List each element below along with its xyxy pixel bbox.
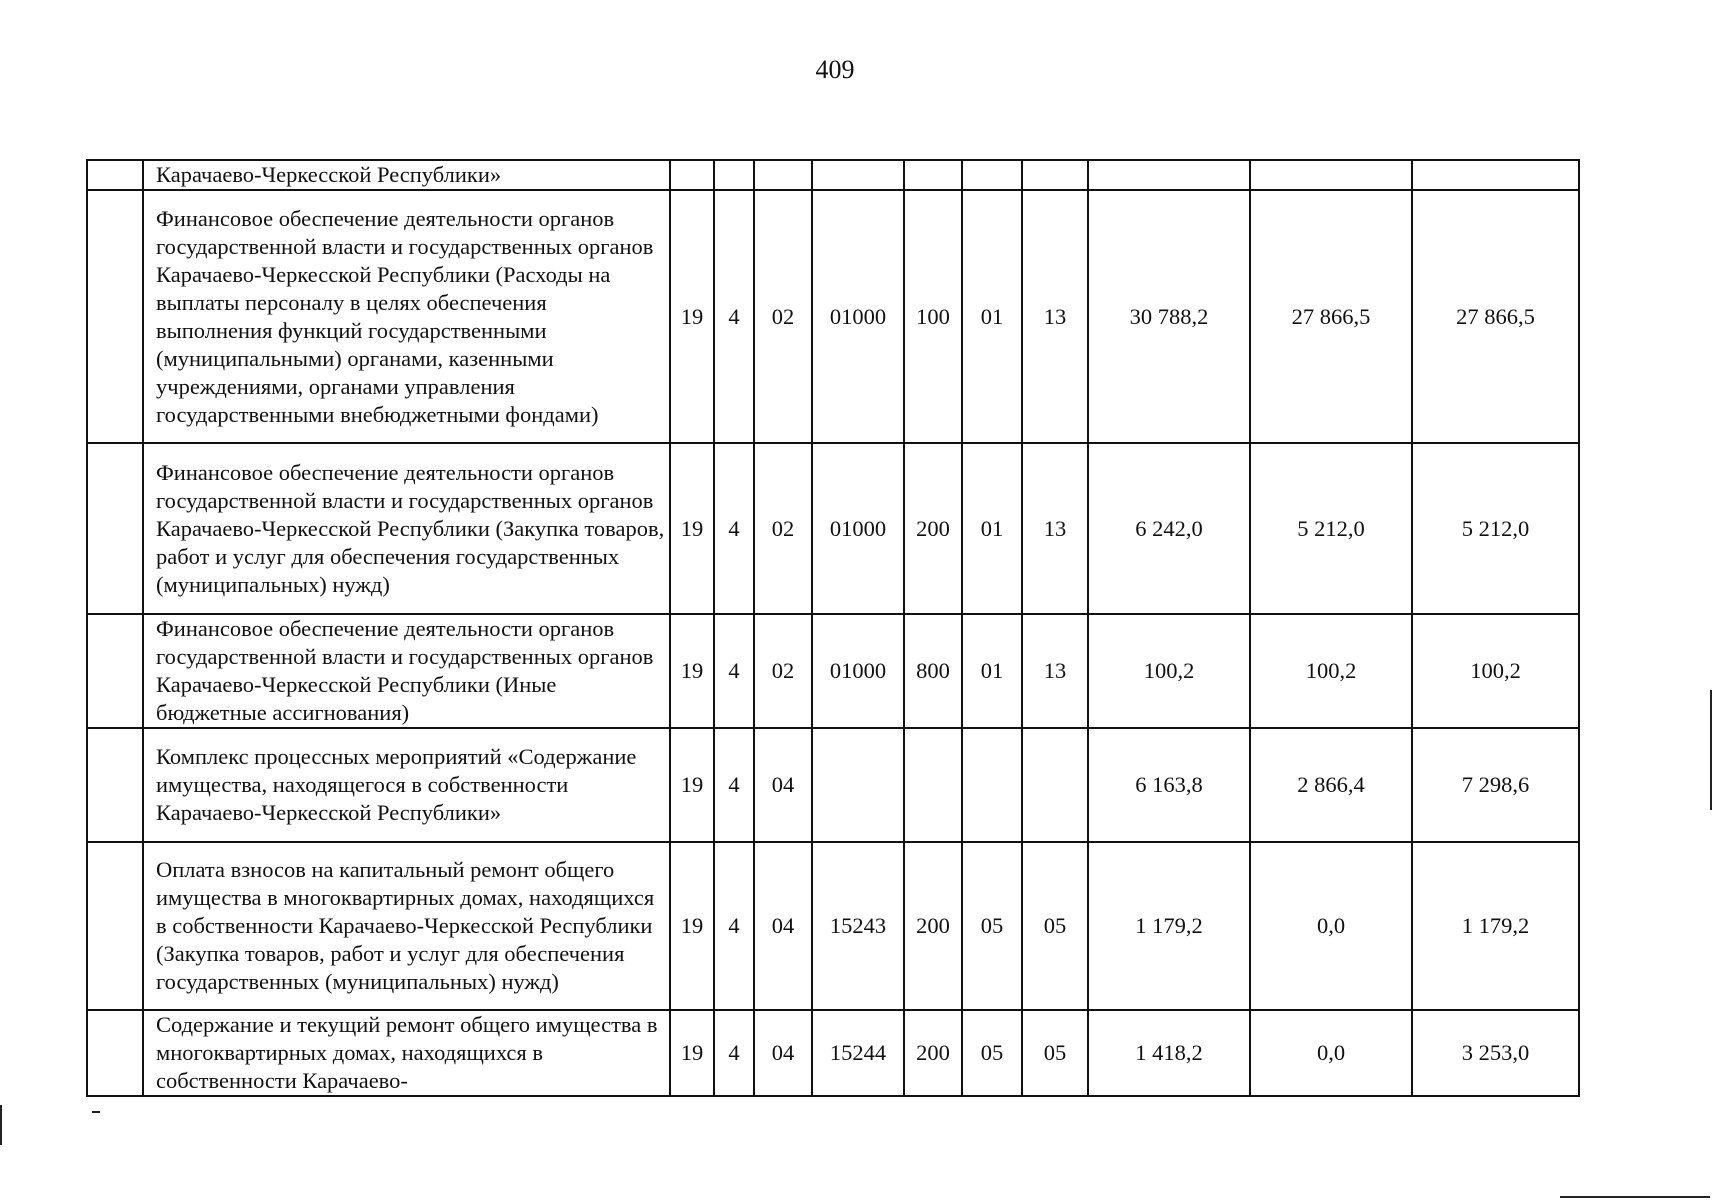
code-cell: 05 [1022,1010,1088,1096]
code-cell: 4 [714,842,754,1010]
code-cell: 200 [904,1010,962,1096]
table-row [87,160,1579,190]
description-cell: Комплекс процессных мероприятий «Содержание имущества, находящегося в собственности Карачаево-Черкесской Республики» [143,728,670,842]
code-cell [754,160,812,190]
amount-cell: 2 866,4 [1250,728,1412,842]
description-cell: Финансовое обеспечение деятельности органов государственной власти и государственных органов Карачаево-Черкесской Республики (Закупка товаров, работ и услуг для обеспечения государственных (муниципальных) нужд) [143,443,670,614]
code-cell [962,728,1022,842]
page-number: 409 [815,55,855,84]
description-cell: Финансовое обеспечение деятельности органов государственной власти и государственных органов Карачаево-Черкесской Республики (Расходы на выплаты персоналу в целях обеспечения выполнения функций государственными (муниципальными) органами, казенными учреждениями, органами управления государственными внебюджетными фондами) [143,190,670,443]
code-cell: 13 [1022,190,1088,443]
amount-cell: 6 163,8 [1088,728,1250,842]
code-cell: 4 [714,1010,754,1096]
code-cell [670,160,714,190]
table-row [87,614,1579,728]
scan-artifact-bottom [1560,1196,1710,1198]
description-cell: Карачаево-Черкесской Республики» [143,160,670,190]
code-cell: 4 [714,190,754,443]
code-cell: 19 [670,842,714,1010]
code-cell: 800 [904,614,962,728]
table-row [87,728,1579,842]
amount-cell [1250,160,1412,190]
code-cell: 05 [962,842,1022,1010]
amount-cell [1412,160,1579,190]
code-cell: 200 [904,842,962,1010]
code-cell: 19 [670,1010,714,1096]
code-cell: 4 [714,614,754,728]
code-cell [904,728,962,842]
code-cell: 04 [754,842,812,1010]
scan-artifact-right [1710,690,1712,810]
amount-cell: 5 212,0 [1250,443,1412,614]
code-cell: 01 [962,190,1022,443]
code-cell: 01 [962,443,1022,614]
code-cell: 19 [670,443,714,614]
amount-cell: 3 253,0 [1412,1010,1579,1096]
amount-cell: 100,2 [1088,614,1250,728]
code-cell: 02 [754,190,812,443]
amount-cell: 1 179,2 [1412,842,1579,1010]
amount-cell: 6 242,0 [1088,443,1250,614]
code-cell: 15243 [812,842,904,1010]
code-cell: 05 [962,1010,1022,1096]
description-cell: Содержание и текущий ремонт общего имущества в многоквартирных домах, находящихся в собственности Карачаево- [143,1010,670,1096]
code-cell: 15244 [812,1010,904,1096]
row-number-cell [87,443,143,614]
code-cell: 19 [670,728,714,842]
description-cell: Финансовое обеспечение деятельности органов государственной власти и государственных органов Карачаево-Черкесской Республики (Иные бюджетные ассигнования) [143,614,670,728]
code-cell: 01000 [812,614,904,728]
row-number-cell [87,1010,143,1096]
code-cell: 02 [754,443,812,614]
row-number-cell [87,614,143,728]
amount-cell: 30 788,2 [1088,190,1250,443]
code-cell: 100 [904,190,962,443]
amount-cell: 1 179,2 [1088,842,1250,1010]
table-row [87,842,1579,1010]
code-cell: 13 [1022,614,1088,728]
code-cell: 13 [1022,443,1088,614]
code-cell [812,728,904,842]
code-cell [962,160,1022,190]
budget-table [86,159,1580,1097]
amount-cell: 27 866,5 [1412,190,1579,443]
scan-artifact-left [0,1105,2,1145]
amount-cell: 100,2 [1412,614,1579,728]
row-number-cell [87,190,143,443]
code-cell [1022,160,1088,190]
amount-cell: 0,0 [1250,842,1412,1010]
code-cell: 4 [714,728,754,842]
code-cell [904,160,962,190]
code-cell: 05 [1022,842,1088,1010]
code-cell: 04 [754,1010,812,1096]
amount-cell: 1 418,2 [1088,1010,1250,1096]
code-cell [714,160,754,190]
code-cell: 4 [714,443,754,614]
code-cell: 19 [670,190,714,443]
amount-cell: 5 212,0 [1412,443,1579,614]
code-cell [812,160,904,190]
row-number-cell [87,728,143,842]
amount-cell: 27 866,5 [1250,190,1412,443]
amount-cell: 7 298,6 [1412,728,1579,842]
code-cell: 01000 [812,443,904,614]
row-number-cell [87,160,143,190]
code-cell: 01 [962,614,1022,728]
scan-artifact-dash [92,1111,100,1113]
row-number-cell [87,842,143,1010]
code-cell [1022,728,1088,842]
table-row [87,190,1579,443]
code-cell: 200 [904,443,962,614]
code-cell: 01000 [812,190,904,443]
code-cell: 19 [670,614,714,728]
table-row [87,1010,1579,1096]
table-row [87,443,1579,614]
code-cell: 02 [754,614,812,728]
code-cell: 04 [754,728,812,842]
description-cell: Оплата взносов на капитальный ремонт общего имущества в многоквартирных домах, находящихся в собственности Карачаево-Черкесской Республики (Закупка товаров, работ и услуг для обеспечения государственных (муниципальных) нужд) [143,842,670,1010]
amount-cell [1088,160,1250,190]
amount-cell: 0,0 [1250,1010,1412,1096]
amount-cell: 100,2 [1250,614,1412,728]
